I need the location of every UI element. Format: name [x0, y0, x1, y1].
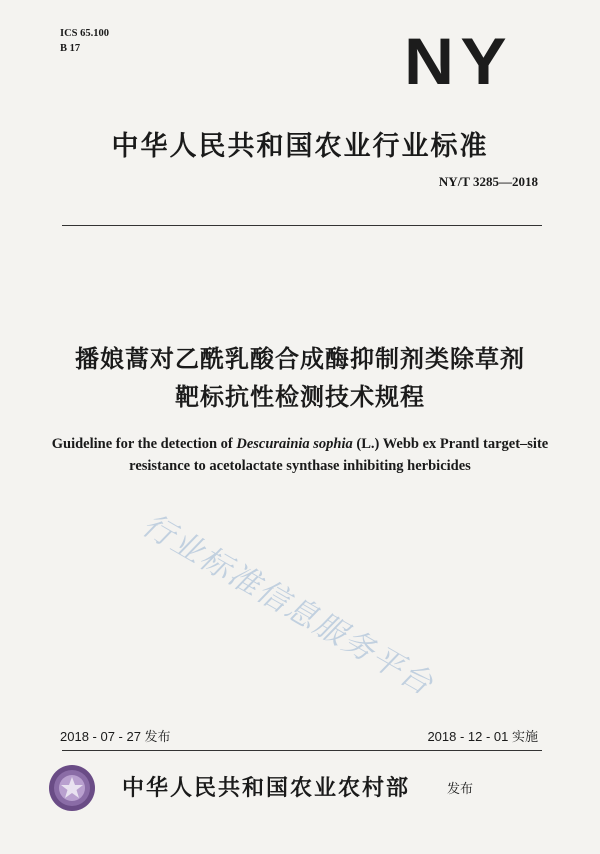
top-divider [62, 225, 542, 226]
standard-number: NY/T 3285—2018 [438, 174, 538, 189]
ministry-emblem-icon [48, 764, 96, 812]
chinese-title-line-2: 靶标抗性检测技术规程 [175, 383, 425, 411]
english-title [20, 433, 580, 477]
chinese-title [0, 340, 600, 416]
species-name: Descurainia sophia [236, 436, 353, 452]
issued-label: 发布 [447, 782, 474, 797]
english-title-part-1: Guideline for the detection of [51, 436, 237, 452]
standard-category: 中华人民共和国农业行业标准 [111, 131, 489, 162]
ccs-code: B 17 [60, 43, 81, 54]
english-title-line-2: resistance to acetolactate synthase inhibiting herbicides [129, 458, 471, 474]
issue-date: 2018 - 07 - 27 发布 [60, 729, 171, 744]
english-title-part-2: (L.) Webb ex Prantl target–site [352, 436, 549, 452]
implementation-date: 2018 - 12 - 01 实施 [427, 729, 538, 744]
chinese-title-line-1: 播娘蒿对乙酰乳酸合成酶抑制剂类除草剂 [75, 345, 525, 373]
watermark-text: 行业标准信息服务平台 [136, 506, 440, 704]
classification-codes [60, 26, 109, 56]
bottom-divider [62, 750, 542, 751]
ics-code: ICS 65.100 [60, 28, 110, 39]
issuing-authority: 中华人民共和国农业农村部 [122, 775, 411, 801]
english-title-line-1 [20, 433, 580, 455]
ny-logo: NY [404, 24, 513, 98]
